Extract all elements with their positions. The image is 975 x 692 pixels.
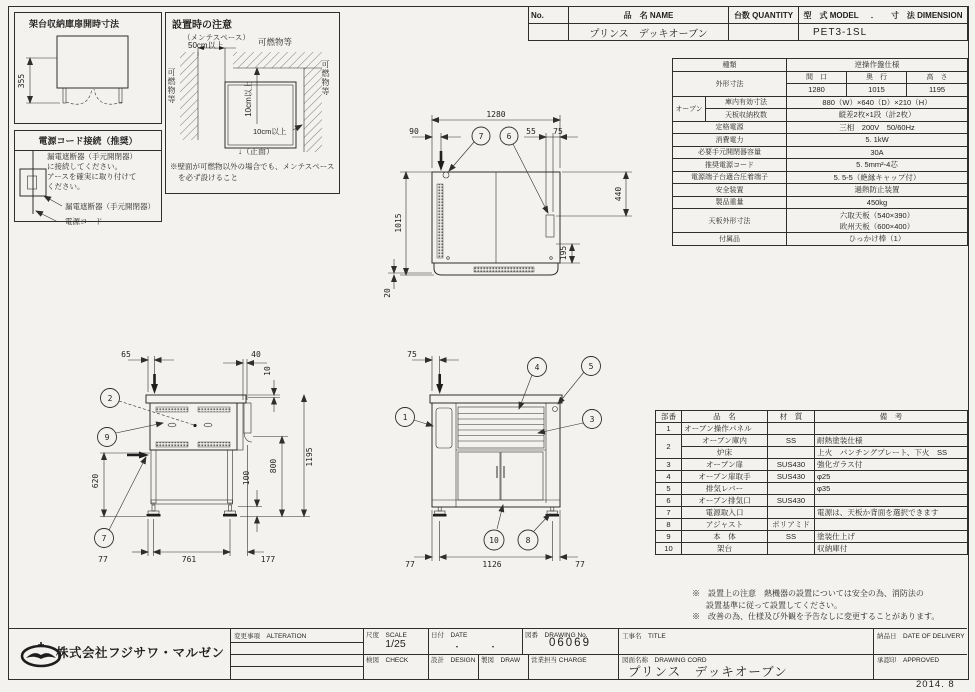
installation-title: 設置時の注意	[172, 20, 232, 31]
spec-terminal-value: 5. 5-5（絶縁キャップ付）	[787, 171, 968, 184]
spec-breaker-value: 30A	[787, 146, 968, 159]
order-no-value	[529, 24, 569, 41]
parts-row-10: 10 架台 収納庫付	[656, 543, 968, 555]
dim-620: 620	[91, 473, 100, 489]
issue-date-stamp: 2014. 8	[916, 679, 955, 690]
parts-note-header: 備 考	[815, 411, 968, 423]
clearance-10cm-vertical: 10cm以上	[244, 81, 253, 117]
spec-rated-label: 定格電源	[673, 121, 787, 134]
spec-kind-value: 逆操作盤仕様	[787, 59, 968, 72]
alteration-label: 変更事項 ALTERATION	[234, 633, 307, 640]
dim-440: 440	[614, 186, 623, 202]
cord-label: 電源コード	[65, 217, 103, 226]
dim-1280: 1280	[486, 110, 506, 119]
parts-row-1: 1 オーブン操作パネル	[656, 423, 968, 435]
charge-label: 営業担当 CHARGE	[531, 657, 587, 664]
dim-55: 55	[526, 127, 536, 136]
order-table	[528, 6, 968, 41]
parts-row-9: 9 本 体 SS 塗装仕上げ	[656, 531, 968, 543]
dim-77-front-left: 77	[405, 560, 415, 569]
dim-800: 800	[269, 458, 278, 474]
spec-kind-label: 種類	[673, 59, 787, 72]
spec-shelf-value: 縦差2枚×1段（計2枚）	[787, 109, 968, 122]
spec-width-label: 間 口	[787, 71, 847, 84]
dim-75-front: 75	[407, 350, 417, 359]
balloon-1-label: 1	[402, 413, 408, 422]
order-name-header: 品 名 NAME	[569, 7, 729, 24]
company-name: 株式会社フジサワ・マルゼン	[56, 646, 225, 660]
spec-top-value: 六取天板（540×390） 欧州天板（600×400）	[787, 209, 968, 233]
spec-depth-label: 奥 行	[847, 71, 907, 84]
parts-table	[655, 410, 968, 555]
drawing-name-value: プリンス デッキオーブン	[628, 665, 788, 679]
spec-top-label: 天板外形寸法	[673, 209, 787, 233]
spec-table	[672, 58, 968, 246]
order-model-header: 型 式 MODEL ． 寸 法 DIMENSION	[799, 7, 968, 24]
parts-row-6: 6 オーブン排気口 SUS430	[656, 495, 968, 507]
parts-row-2a: 2 オーブン庫内 SS 耐熱塗装仕様	[656, 435, 968, 447]
clearance-10cm-horizontal-label: 10cm以上	[253, 127, 287, 136]
spec-height-value: 1195	[907, 84, 968, 97]
order-name-value: プリンス デッキオーブン	[569, 24, 729, 41]
check-label: 検図 CHECK	[366, 657, 409, 664]
spec-terminal-label: 電源端子台適合圧着端子	[673, 171, 787, 184]
dim-75: 75	[553, 127, 563, 136]
balloon-8-label: 8	[525, 536, 531, 545]
drawing-no-value: 06069	[549, 637, 591, 649]
order-qty-header: 台数 QUANTITY	[729, 7, 799, 24]
clearance-50cm-label: 50cm以上	[188, 41, 224, 50]
power-cord-title: 電源コード接続（推奨）	[15, 134, 161, 151]
project-title-label: 工事名 TITLE	[622, 633, 666, 640]
spec-power-value: 5. 1kW	[787, 134, 968, 147]
order-model-value: PET3-1SL	[799, 24, 968, 41]
dim-20: 20	[383, 288, 392, 298]
parts-material-header: 材 質	[768, 411, 815, 423]
footnote-2: 設置基準に従って設置してください。	[706, 600, 842, 610]
dim-177: 177	[260, 555, 276, 564]
spec-weight-label: 製品重量	[673, 196, 787, 209]
balloon-7-plan-label: 7	[478, 132, 484, 141]
spec-breaker-label: 必要手元開閉器容量	[673, 146, 787, 159]
power-cord-box	[14, 130, 162, 226]
dim-195: 195	[559, 245, 568, 261]
spec-cord-label: 推奨電源コード	[673, 159, 787, 172]
draw-label: 製図 DRAW	[481, 657, 521, 664]
scale-label: 尺度 SCALE	[366, 632, 407, 639]
dim-77-side: 77	[98, 555, 108, 564]
design-label: 設計 DESIGN	[431, 657, 476, 664]
dim-100: 100	[242, 470, 251, 486]
drawing-no-label: 図番 DRAWING No.	[525, 632, 588, 639]
combustible-right-label: 可燃物等	[321, 60, 330, 96]
spec-shelf-label: 天板収納枚数	[706, 109, 787, 122]
rack-open-box	[14, 12, 162, 124]
spec-safety-value: 過熱防止装置	[787, 184, 968, 197]
spec-rated-value: 三相 200V 50/60Hz	[787, 121, 968, 134]
spec-weight-value: 450kg	[787, 196, 968, 209]
delivery-label: 納品日 DATE OF DELIVERY	[877, 633, 965, 640]
parts-no-header: 部番	[656, 411, 682, 423]
order-qty-value	[729, 24, 799, 41]
date-label: 日付 DATE	[431, 632, 468, 639]
title-block	[8, 628, 967, 679]
dim-10: 10	[263, 366, 272, 376]
balloon-9-label: 9	[104, 433, 110, 442]
dim-761: 761	[181, 555, 197, 564]
approved-label: 承認印 APPROVED	[877, 657, 940, 664]
parts-row-3: 3 オーブン扉 SUS430 強化ガラス付	[656, 459, 968, 471]
spec-inner-label: 庫内有効寸法	[706, 96, 787, 109]
footnotes	[692, 588, 939, 623]
dim-90: 90	[409, 127, 419, 136]
spec-safety-label: 安全装置	[673, 184, 787, 197]
dim-1195: 1195	[305, 447, 314, 467]
balloon-5-label: 5	[588, 362, 594, 371]
parts-name-header: 品 名	[682, 411, 768, 423]
spec-oven-label: オーブン	[673, 96, 706, 121]
combustible-top-label: 可燃物等	[258, 37, 293, 47]
drawing-name-label: 図面名称 DRAWING CORD	[622, 657, 707, 664]
scale-value: 1/25	[385, 638, 406, 650]
date-value: ・ ・	[452, 642, 498, 652]
parts-row-2b: 炉床 上火 パンチングプレート、下火 SS	[656, 447, 968, 459]
footnote-1: ※ 設置上の注意 熱機器の設置については安全の為、消防法の	[692, 589, 924, 598]
parts-row-8: 8 アジャスト ポリアミド	[656, 519, 968, 531]
balloon-2-label: 2	[107, 394, 113, 403]
installation-note-2: を必ず設けること	[178, 173, 238, 182]
spec-accessory-label: 付属品	[673, 233, 787, 246]
dim-65: 65	[121, 350, 131, 359]
balloon-7-side-label: 7	[101, 534, 107, 543]
spec-height-label: 高 さ	[907, 71, 968, 84]
dim-40: 40	[251, 350, 261, 359]
spec-cord-value: 5. 5mm²-4芯	[787, 159, 968, 172]
dim-1126: 1126	[482, 560, 502, 569]
spec-depth-value: 1015	[847, 84, 907, 97]
balloon-4-label: 4	[534, 363, 540, 372]
front-direction-label: ↓（正面）	[238, 147, 274, 156]
parts-row-5: 5 排気レバー φ35	[656, 483, 968, 495]
balloon-3-label: 3	[589, 415, 595, 424]
order-no-header: No.	[529, 7, 569, 24]
spec-power-label: 消費電力	[673, 134, 787, 147]
spec-outer-label: 外形寸法	[673, 71, 787, 96]
balloon-6-plan-label: 6	[506, 132, 512, 141]
dim-77-front-right: 77	[575, 560, 585, 569]
spec-accessory-value: ひっかけ棒（1）	[787, 233, 968, 246]
power-cord-instructions: 漏電遮断器（手元開閉器） に接続してください。 アースを確実に取り付けて ください。	[47, 152, 137, 192]
combustible-left-label: 可燃物等	[167, 68, 176, 104]
rack-open-title: 架台収納庫扉開時寸法	[29, 19, 120, 29]
balloon-10-label: 10	[489, 536, 499, 545]
spec-width-value: 1280	[787, 84, 847, 97]
dim-355: 355	[17, 73, 26, 89]
footnote-3: ※ 改善の為、仕様及び外観を予告なしに変更することがあります。	[692, 612, 940, 622]
parts-row-4: 4 オーブン扉取手 SUS430 φ25	[656, 471, 968, 483]
dim-1015: 1015	[394, 213, 403, 233]
installation-note-1: ※壁面が可燃物以外の場合でも、メンテスペース	[170, 162, 335, 171]
maintenance-space-label: （メンテスペース）	[183, 33, 250, 42]
parts-row-7: 7 電源取入口 電源は、天板か背面を選択できます	[656, 507, 968, 519]
breaker-label: 漏電遮断器（手元開閉器）	[65, 202, 155, 211]
spec-inner-value: 880（W）×640（D）×210（H）	[787, 96, 968, 109]
